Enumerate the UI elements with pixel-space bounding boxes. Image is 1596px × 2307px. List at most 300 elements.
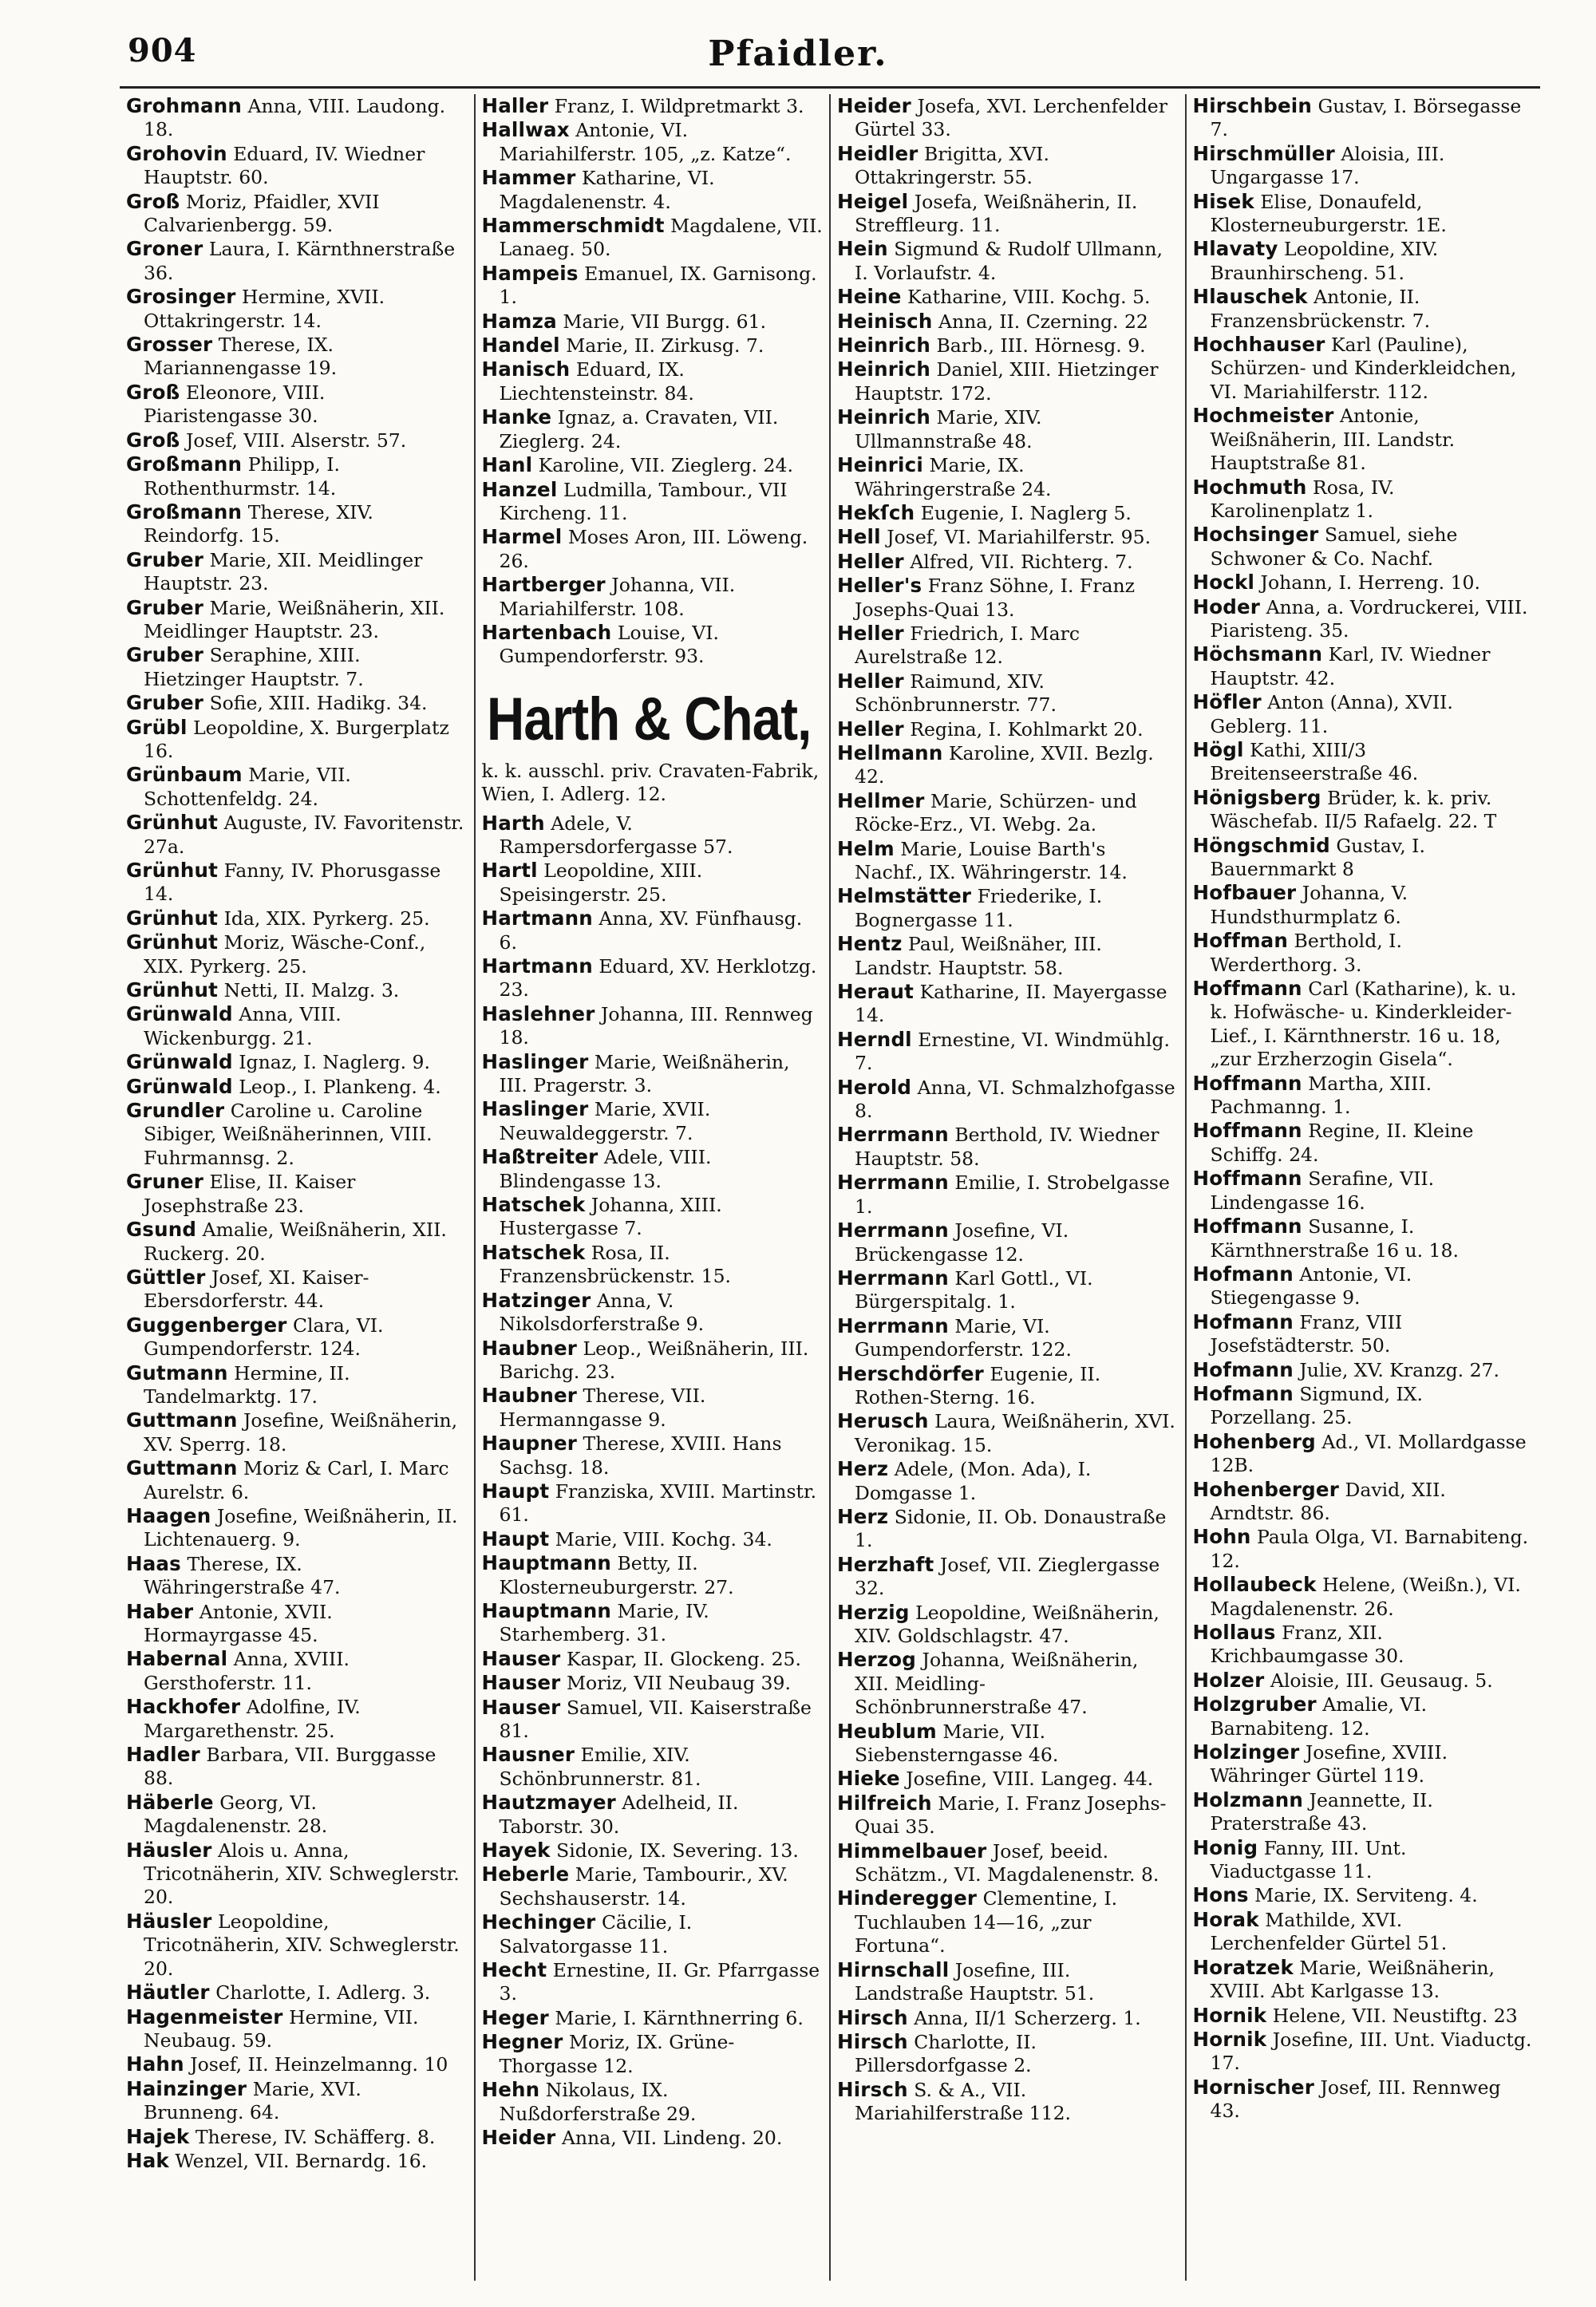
entry-surname: Holzinger bbox=[1192, 1740, 1300, 1764]
entry-details: Marie, VI. Gumpendorferstr. 122. bbox=[855, 1314, 1072, 1361]
directory-entry bbox=[482, 1002, 824, 1050]
entry-surname: Hatzinger bbox=[481, 1288, 591, 1312]
directory-entry bbox=[1193, 595, 1535, 643]
directory-columns bbox=[120, 94, 1540, 2281]
entry-surname: Honig bbox=[1192, 1835, 1258, 1859]
entry-details: Seraphine, XIII. Hietzinger Hauptstr. 7. bbox=[144, 644, 364, 690]
entry-details: Moriz, Pfaidler, XVII Calvarienbergg. 59. bbox=[144, 190, 380, 237]
entry-surname: Haller bbox=[481, 94, 549, 117]
entry-details: Georg, VI. Magdalenenstr. 28. bbox=[144, 1791, 328, 1838]
directory-entry bbox=[837, 1362, 1179, 1410]
entry-surname: Hamza bbox=[481, 309, 557, 333]
entry-details: S. & A., VII. Mariahilferstraße 112. bbox=[855, 2078, 1071, 2125]
entry-surname: Häutler bbox=[126, 1981, 210, 2005]
directory-entry bbox=[482, 1097, 824, 1145]
directory-entry bbox=[482, 1193, 824, 1241]
entry-surname: Herrmann bbox=[837, 1313, 949, 1337]
directory-entry bbox=[482, 1432, 824, 1479]
directory-entry bbox=[837, 94, 1179, 142]
entry-surname: Hauptmann bbox=[481, 1598, 611, 1622]
entry-surname: Heller bbox=[837, 549, 904, 573]
entry-surname: Hentz bbox=[837, 932, 903, 956]
entry-details: Barb., III. Hörnesg. 9. bbox=[936, 334, 1146, 358]
entry-surname: Holzgruber bbox=[1192, 1693, 1317, 1716]
entry-surname: Höfler bbox=[1192, 690, 1262, 714]
directory-entry bbox=[482, 573, 824, 621]
entry-details: Johann, I. Herreng. 10. bbox=[1260, 571, 1480, 595]
entry-surname: Hornischer bbox=[1192, 2075, 1315, 2099]
directory-entry bbox=[126, 1408, 468, 1456]
entry-surname: Heinrich bbox=[837, 334, 931, 358]
directory-entry bbox=[837, 2006, 1179, 2030]
directory-entry bbox=[126, 859, 468, 907]
directory-entry bbox=[126, 142, 468, 190]
entry-details: Eleonore, VIII. Piaristengasse 30. bbox=[144, 381, 326, 428]
directory-entry bbox=[126, 1600, 468, 1648]
entry-details: Anna, XVIII. Gersthoferstr. 11. bbox=[144, 1648, 350, 1694]
directory-entry bbox=[837, 789, 1179, 837]
directory-entry bbox=[126, 596, 468, 644]
entry-surname: Großmann bbox=[126, 500, 243, 523]
entry-surname: Hoffmann bbox=[1192, 977, 1302, 1001]
entry-details: Ludmilla, Tambour., VII Kircheng. 11. bbox=[499, 478, 788, 524]
entry-details: Leop., Weißnäherin, III. Barichg. 23. bbox=[499, 1337, 809, 1383]
entry-details: Kaspar, II. Glockeng. 25. bbox=[566, 1647, 801, 1670]
entry-surname: Herzog bbox=[837, 1648, 917, 1672]
entry-surname: Hornik bbox=[1192, 2027, 1267, 2051]
entry-details: Gustav, I. Bauernmarkt 8 bbox=[1210, 834, 1425, 880]
entry-details: Marie, Weißnäherin, XII. Meidlinger Hauptstr. 23. bbox=[144, 596, 445, 642]
entry-details: Carl (Katharine), k. u. k. Hofwäsche- u. Kinderkleider-Lief., I. Kärnthnerstr. 16 u. 18, „zur Erzherzogin Gisela“. bbox=[1210, 978, 1517, 1071]
entry-details: Josefa, Weißnäherin, II. Streffleurg. 11. bbox=[855, 190, 1138, 237]
directory-entry bbox=[837, 501, 1179, 525]
directory-entry bbox=[1193, 2028, 1535, 2076]
entry-surname: Hainzinger bbox=[126, 2076, 247, 2100]
directory-entry bbox=[1193, 1167, 1535, 1215]
directory-entry bbox=[126, 1170, 468, 1218]
entry-details: Anna, VI. Schmalzhofgasse 8. bbox=[855, 1076, 1175, 1123]
entry-details: Antonie, II. Franzensbrückenstr. 7. bbox=[1210, 286, 1431, 332]
entry-details: Marie, VII Burgg. 61. bbox=[563, 310, 767, 333]
directory-entry bbox=[837, 884, 1179, 932]
entry-details: Karoline, XVII. Bezlg. 42. bbox=[855, 741, 1154, 788]
entry-details: Betty, II. Klosterneuburgerstr. 27. bbox=[499, 1552, 734, 1598]
entry-details: Alfred, VII. Richterg. 7. bbox=[910, 550, 1133, 573]
entry-details: Anna, V. Nikolsdorferstraße 9. bbox=[499, 1289, 705, 1336]
entry-details: Anna, VII. Lindeng. 20. bbox=[561, 2126, 783, 2149]
directory-entry bbox=[126, 237, 468, 285]
entry-details: Anna, II/1 Scherzerg. 1. bbox=[914, 2006, 1141, 2029]
entry-surname: Heublum bbox=[837, 1719, 937, 1743]
entry-details: Berthold, I. Werderthorg. 3. bbox=[1210, 930, 1402, 976]
directory-entry bbox=[1193, 786, 1535, 834]
directory-entry bbox=[1193, 1215, 1535, 1262]
entry-details: Anton (Anna), XVII. Geblerg. 11. bbox=[1210, 691, 1453, 737]
entry-details: Clementine, I. Tuchlauben 14—16, „zur Fortuna“. bbox=[855, 1887, 1118, 1957]
entry-details: Leopoldine, XIV. Braunhirscheng. 51. bbox=[1210, 238, 1439, 284]
entry-surname: Hanisch bbox=[481, 358, 571, 381]
entry-surname: Hirsch bbox=[837, 2029, 908, 2053]
entry-surname: Hak bbox=[126, 2148, 169, 2172]
entry-details: Sidonie, II. Ob. Donaustraße 1. bbox=[855, 1505, 1167, 1552]
directory-entry bbox=[126, 1910, 468, 1981]
directory-entry bbox=[1193, 929, 1535, 977]
directory-entry bbox=[482, 2030, 824, 2078]
directory-entry bbox=[482, 1527, 824, 1551]
entry-surname: Hofmann bbox=[1192, 1310, 1294, 1333]
entry-details: Elise, Donaufeld, Klosterneuburgerstr. 1E. bbox=[1210, 190, 1447, 237]
entry-details: Marie, VII. Schottenfeldg. 24. bbox=[144, 764, 351, 810]
entry-details: Aloisia, III. Ungargasse 17. bbox=[1210, 142, 1445, 189]
entry-surname: Herzig bbox=[837, 1600, 910, 1624]
directory-entry bbox=[126, 1647, 468, 1695]
entry-details: Amalie, VI. Barnabiteng. 12. bbox=[1210, 1693, 1428, 1740]
directory-entry bbox=[482, 1289, 824, 1337]
entry-details: Sidonie, IX. Severing. 13. bbox=[556, 1839, 799, 1863]
entry-details: Marie, VII. Siebensterngasse 46. bbox=[855, 1720, 1059, 1767]
entry-surname: Gruber bbox=[126, 643, 204, 667]
entry-details: Marie, Louise Barth's Nachf., IX. Währingerstr. 14. bbox=[855, 837, 1128, 883]
entry-details: Auguste, IV. Favoritenstr. 27a. bbox=[144, 812, 464, 858]
directory-entry bbox=[126, 907, 468, 930]
entry-surname: Hayek bbox=[481, 1839, 551, 1863]
directory-entry bbox=[837, 1219, 1179, 1266]
directory-entry bbox=[482, 1743, 824, 1791]
entry-surname: Heberle bbox=[481, 1863, 570, 1886]
entry-details: Josefine, Weißnäherin, XV. Sperrg. 18. bbox=[144, 1409, 458, 1456]
entry-surname: Grünhut bbox=[126, 930, 219, 954]
entry-surname: Hochsinger bbox=[1192, 523, 1319, 547]
entry-surname: Heller bbox=[837, 669, 904, 693]
directory-entry bbox=[126, 1361, 468, 1409]
entry-surname: Hoffmann bbox=[1192, 1167, 1302, 1191]
entry-surname: Grohovin bbox=[126, 141, 227, 165]
entry-details: Amalie, Weißnäherin, XII. Ruckerg. 20. bbox=[144, 1219, 447, 1265]
entry-surname: Heinrici bbox=[837, 453, 923, 477]
entry-details: Josef, beeid. Schätzm., VI. Magdalenenstr. 8. bbox=[855, 1839, 1159, 1886]
entry-details: Serafine, VII. Lindengasse 16. bbox=[1210, 1167, 1435, 1214]
directory-entry bbox=[837, 1171, 1179, 1219]
entry-surname: Hellmann bbox=[837, 741, 943, 764]
entry-details: Helene, (Weißn.), VI. Magdalenenstr. 26. bbox=[1210, 1574, 1521, 1620]
entry-surname: Hellmer bbox=[837, 788, 925, 812]
entry-details: Josefine, XVIII. Währinger Gürtel 119. bbox=[1210, 1741, 1448, 1788]
directory-entry bbox=[126, 1075, 468, 1099]
directory-entry bbox=[837, 1028, 1179, 1076]
directory-entry bbox=[1193, 834, 1535, 882]
directory-entry bbox=[837, 453, 1179, 501]
entry-surname: Heller's bbox=[837, 574, 922, 598]
entry-surname: Heider bbox=[837, 94, 911, 117]
entry-details: Johanna, XIII. Hustergasse 7. bbox=[499, 1194, 722, 1240]
entry-surname: Hauser bbox=[481, 1646, 561, 1670]
entry-details: Emilie, XIV. Schönbrunnerstr. 81. bbox=[499, 1744, 701, 1790]
entry-details: Franz, VIII Josefstädterstr. 50. bbox=[1210, 1310, 1403, 1357]
entry-surname: Hohenberg bbox=[1192, 1429, 1316, 1453]
entry-surname: Höchsmann bbox=[1192, 642, 1323, 666]
directory-entry bbox=[837, 550, 1179, 574]
entry-details: Rosa, II. Franzensbrückenstr. 15. bbox=[499, 1241, 731, 1288]
directory-entry bbox=[482, 1958, 824, 2006]
entry-surname: Habernal bbox=[126, 1647, 228, 1671]
entry-details: Paula Olga, VI. Barnabiteng. 12. bbox=[1210, 1526, 1529, 1572]
directory-entry bbox=[837, 1553, 1179, 1601]
directory-entry bbox=[837, 1767, 1179, 1791]
entry-details: Philipp, I. Rothenthurmstr. 14. bbox=[144, 453, 340, 500]
directory-entry bbox=[482, 1241, 824, 1289]
entry-surname: Hauptmann bbox=[481, 1551, 611, 1575]
directory-entry bbox=[837, 980, 1179, 1028]
entry-surname: Haupt bbox=[481, 1479, 550, 1503]
entry-surname: Haslehner bbox=[481, 1001, 595, 1025]
directory-entry bbox=[1193, 1836, 1535, 1884]
entry-surname: Hofbauer bbox=[1192, 881, 1297, 905]
entry-details: Rosa, IV. Karolinenplatz 1. bbox=[1210, 476, 1395, 522]
directory-entry bbox=[482, 1696, 824, 1744]
entry-surname: Güttler bbox=[126, 1265, 206, 1289]
entry-surname: Hauser bbox=[481, 1671, 561, 1695]
entry-details: Eduard, XV. Herklotzg. 23. bbox=[499, 955, 817, 1001]
directory-entry bbox=[1193, 476, 1535, 523]
entry-details: Martha, XIII. Pachmanng. 1. bbox=[1210, 1072, 1432, 1119]
directory-entry bbox=[1193, 690, 1535, 738]
entry-details: Franz, XII. Krichbaumgasse 30. bbox=[1210, 1622, 1404, 1668]
directory-entry bbox=[1193, 1908, 1535, 1956]
entry-surname: Gruner bbox=[126, 1170, 203, 1194]
entry-details: Moriz, Wäsche-Conf., XIX. Pyrkerg. 25. bbox=[144, 931, 426, 978]
directory-entry bbox=[482, 954, 824, 1002]
entry-surname: Hell bbox=[837, 525, 881, 549]
entry-details: Ignaz, I. Naglerg. 9. bbox=[239, 1051, 430, 1074]
directory-entry bbox=[837, 1266, 1179, 1314]
directory-entry bbox=[1193, 333, 1535, 404]
entry-surname: Helmstätter bbox=[837, 884, 972, 908]
directory-entry bbox=[837, 1409, 1179, 1457]
entry-surname: Himmelbauer bbox=[837, 1839, 987, 1863]
directory-entry bbox=[1193, 1072, 1535, 1120]
directory-entry bbox=[126, 1552, 468, 1600]
directory-entry bbox=[482, 1479, 824, 1527]
entry-surname: Haas bbox=[126, 1551, 181, 1575]
entry-details: Karl (Pauline), Schürzen- und Kinderkleidchen, VI. Mariahilferstr. 112. bbox=[1210, 334, 1517, 403]
entry-surname: Grundler bbox=[126, 1099, 225, 1123]
entry-surname: Hausner bbox=[481, 1743, 575, 1767]
entry-surname: Hammerschmidt bbox=[481, 214, 665, 238]
directory-entry bbox=[1193, 1788, 1535, 1836]
directory-entry bbox=[482, 621, 824, 669]
entry-details: Johanna, V. Hundsthurmplatz 6. bbox=[1210, 882, 1408, 928]
entry-surname: Herusch bbox=[837, 1409, 929, 1433]
column-4 bbox=[1187, 94, 1541, 2281]
entry-surname: Heinrich bbox=[837, 358, 931, 381]
directory-entry bbox=[482, 1863, 824, 1910]
entry-surname: Horatzek bbox=[1192, 1955, 1294, 1979]
directory-entry bbox=[126, 1313, 468, 1361]
directory-entry bbox=[837, 142, 1179, 190]
entry-details: Ignaz, a. Cravaten, VII. Zieglerg. 24. bbox=[499, 406, 779, 452]
directory-entry bbox=[837, 405, 1179, 453]
entry-details: Ad., VI. Mollardgasse 12B. bbox=[1210, 1430, 1527, 1477]
entry-details: Louise, VI. Gumpendorferstr. 93. bbox=[499, 621, 719, 668]
entry-details: Anna, a. Vordruckerei, VIII. Piaristeng. 35. bbox=[1210, 595, 1528, 642]
entry-surname: Grünhut bbox=[126, 859, 219, 882]
entry-surname: Hartl bbox=[481, 859, 538, 883]
entry-details: Gustav, I. Börsegasse 7. bbox=[1210, 95, 1522, 141]
running-head: Pfaidler. bbox=[708, 34, 888, 74]
entry-details: Leopoldine, X. Burgerplatz 16. bbox=[144, 716, 449, 762]
directory-entry bbox=[1193, 1525, 1535, 1573]
entry-details: Eduard, IX. Liechtensteinstr. 84. bbox=[499, 358, 694, 405]
directory-entry bbox=[482, 310, 824, 334]
entry-details: Leop., I. Plankeng. 4. bbox=[239, 1075, 441, 1098]
directory-entry bbox=[1193, 642, 1535, 690]
header-rule bbox=[120, 86, 1540, 89]
entry-details: Hermine, II. Tandelmarktg. 17. bbox=[144, 1361, 350, 1408]
entry-details: Katharine, VIII. Kochg. 5. bbox=[907, 286, 1151, 309]
directory-entry bbox=[126, 643, 468, 691]
entry-surname: Helm bbox=[837, 836, 895, 860]
directory-entry bbox=[126, 381, 468, 429]
entry-surname: Hajek bbox=[126, 2124, 190, 2148]
directory-entry bbox=[126, 2052, 468, 2076]
directory-entry bbox=[126, 452, 468, 500]
entry-surname: Grünbaum bbox=[126, 763, 243, 787]
entry-surname: Gutmann bbox=[126, 1361, 228, 1385]
advertisement bbox=[482, 683, 824, 807]
directory-entry bbox=[1193, 977, 1535, 1072]
directory-entry bbox=[482, 478, 824, 526]
entry-surname: Hoffmann bbox=[1192, 1215, 1302, 1238]
entry-details: Clara, VI. Gumpendorferstr. 124. bbox=[144, 1313, 384, 1361]
entry-details: Fanny, III. Unt. Viaductgasse 11. bbox=[1210, 1836, 1407, 1883]
directory-entry bbox=[1193, 2004, 1535, 2028]
directory-entry bbox=[1193, 142, 1535, 190]
entry-details: Kathi, XIII/3 Breitenseerstraße 46. bbox=[1210, 738, 1419, 785]
entry-surname: Groß bbox=[126, 189, 180, 213]
entry-surname: Heidler bbox=[837, 141, 918, 165]
column-3 bbox=[831, 94, 1187, 2281]
entry-surname: Hinderegger bbox=[837, 1886, 978, 1910]
entry-surname: Hartmann bbox=[481, 907, 593, 930]
directory-entry bbox=[837, 1314, 1179, 1362]
entry-surname: Handel bbox=[481, 334, 560, 358]
entry-surname: Häusler bbox=[126, 1838, 212, 1862]
entry-surname: Grosinger bbox=[126, 285, 236, 309]
directory-entry bbox=[482, 859, 824, 907]
directory-entry bbox=[837, 1123, 1179, 1171]
entry-details: Marie, Weißnäherin, III. Pragerstr. 3. bbox=[499, 1050, 790, 1097]
directory-entry bbox=[1193, 1358, 1535, 1382]
entry-details: Josefine, III. Unt. Viaductg. 17. bbox=[1210, 2028, 1532, 2075]
directory-entry bbox=[1193, 404, 1535, 475]
directory-entry bbox=[482, 358, 824, 405]
entry-surname: Herz bbox=[837, 1457, 889, 1481]
entry-surname: Heine bbox=[837, 285, 902, 309]
entry-details: Samuel, siehe Schwoner & Co. Nachf. bbox=[1210, 523, 1458, 570]
directory-entry bbox=[126, 285, 468, 333]
entry-details: Therese, XVIII. Hans Sachsg. 18. bbox=[499, 1432, 782, 1479]
entry-surname: Hohenberger bbox=[1192, 1477, 1340, 1501]
page-number: 904 bbox=[128, 32, 197, 69]
directory-entry bbox=[1193, 1430, 1535, 1478]
entry-surname: Horak bbox=[1192, 1907, 1259, 1931]
directory-entry bbox=[837, 2078, 1179, 2126]
entry-surname: Grübl bbox=[126, 715, 188, 739]
entry-details: Aloisie, III. Geusaug. 5. bbox=[1270, 1669, 1493, 1692]
entry-details: Marie, Schürzen- und Röcke-Erz., VI. Webg. 2a. bbox=[855, 789, 1137, 836]
entry-details: Eduard, IV. Wiedner Hauptstr. 60. bbox=[144, 142, 425, 189]
entry-details: Katharine, II. Mayergasse 14. bbox=[855, 981, 1167, 1027]
directory-entry bbox=[482, 405, 824, 453]
entry-details: Moriz, IX. Grüne-Thorgasse 12. bbox=[499, 2031, 735, 2077]
entry-surname: Grünwald bbox=[126, 1002, 233, 1026]
directory-entry bbox=[126, 2005, 468, 2053]
entry-surname: Guttmann bbox=[126, 1408, 238, 1432]
directory-entry bbox=[482, 2078, 824, 2126]
entry-surname: Guttmann bbox=[126, 1456, 238, 1480]
entry-surname: Hanl bbox=[481, 453, 533, 477]
directory-entry bbox=[126, 1456, 468, 1504]
directory-entry bbox=[1193, 1693, 1535, 1740]
entry-surname: Heger bbox=[481, 2005, 549, 2029]
directory-entry bbox=[482, 118, 824, 166]
entry-surname: Herrmann bbox=[837, 1123, 949, 1147]
directory-entry bbox=[1193, 1956, 1535, 2004]
entry-details: Franz, I. Wildpretmarkt 3. bbox=[554, 95, 804, 117]
entry-details: Cäcilie, I. Salvatorgasse 11. bbox=[499, 1911, 693, 1957]
entry-details: Adelheid, II. Taborstr. 30. bbox=[499, 1791, 739, 1838]
entry-details: Leopoldine, Weißnäherin, XIV. Goldschlagstr. 47. bbox=[855, 1601, 1159, 1647]
directory-entry bbox=[126, 1218, 468, 1266]
entry-details: Josefine, Weißnäherin, II. Lichtenauerg. 9. bbox=[144, 1504, 458, 1551]
entry-surname: Hahn bbox=[126, 2052, 184, 2076]
entry-details: Regine, II. Kleine Schiffg. 24. bbox=[1210, 1120, 1474, 1166]
directory-entry bbox=[126, 190, 468, 238]
entry-surname: Hein bbox=[837, 237, 888, 261]
directory-entry bbox=[482, 1384, 824, 1432]
directory-entry bbox=[1193, 1669, 1535, 1693]
entry-surname: Heinisch bbox=[837, 309, 933, 333]
entry-details: Eugenie, II. Rothen-Sterng. 16. bbox=[855, 1362, 1101, 1408]
entry-surname: Hilfreich bbox=[837, 1791, 932, 1815]
entry-details: Johanna, VII. Mariahilferstr. 108. bbox=[499, 574, 736, 620]
directory-entry bbox=[837, 1839, 1179, 1887]
directory-entry bbox=[126, 1002, 468, 1050]
entry-details: Brigitta, XVI. Ottakringerstr. 55. bbox=[855, 142, 1049, 189]
directory-entry bbox=[1193, 1262, 1535, 1310]
entry-details: Franziska, XVIII. Martinstr. 61. bbox=[499, 1479, 817, 1527]
column-1 bbox=[120, 94, 476, 2281]
entry-surname: Hagenmeister bbox=[126, 2005, 283, 2029]
directory-entry bbox=[126, 2125, 468, 2149]
entry-surname: Grosser bbox=[126, 333, 213, 357]
entry-surname: Hecht bbox=[481, 1958, 547, 1982]
directory-entry bbox=[837, 2030, 1179, 2078]
entry-surname: Hons bbox=[1192, 1883, 1249, 1907]
entry-details: David, XII. Arndtstr. 86. bbox=[1210, 1478, 1446, 1524]
entry-surname: Hohn bbox=[1192, 1525, 1251, 1549]
entry-details: Marie, XII. Meidlinger Hauptstr. 23. bbox=[144, 548, 423, 595]
directory-entry bbox=[1193, 523, 1535, 571]
entry-surname: Heller bbox=[837, 717, 904, 741]
entry-details: Marie, II. Zirkusg. 7. bbox=[566, 334, 764, 358]
entry-surname: Gsund bbox=[126, 1218, 197, 1242]
entry-details: Hermine, XVII. Ottakringerstr. 14. bbox=[144, 286, 385, 332]
entry-surname: Hekſch bbox=[837, 500, 915, 524]
entry-details: Marie, XVI. Brunneng. 64. bbox=[144, 2077, 361, 2124]
entry-details: Susanne, I. Kärnthnerstraße 16 u. 18. bbox=[1210, 1215, 1459, 1262]
entry-surname: Hackhofer bbox=[126, 1695, 241, 1719]
